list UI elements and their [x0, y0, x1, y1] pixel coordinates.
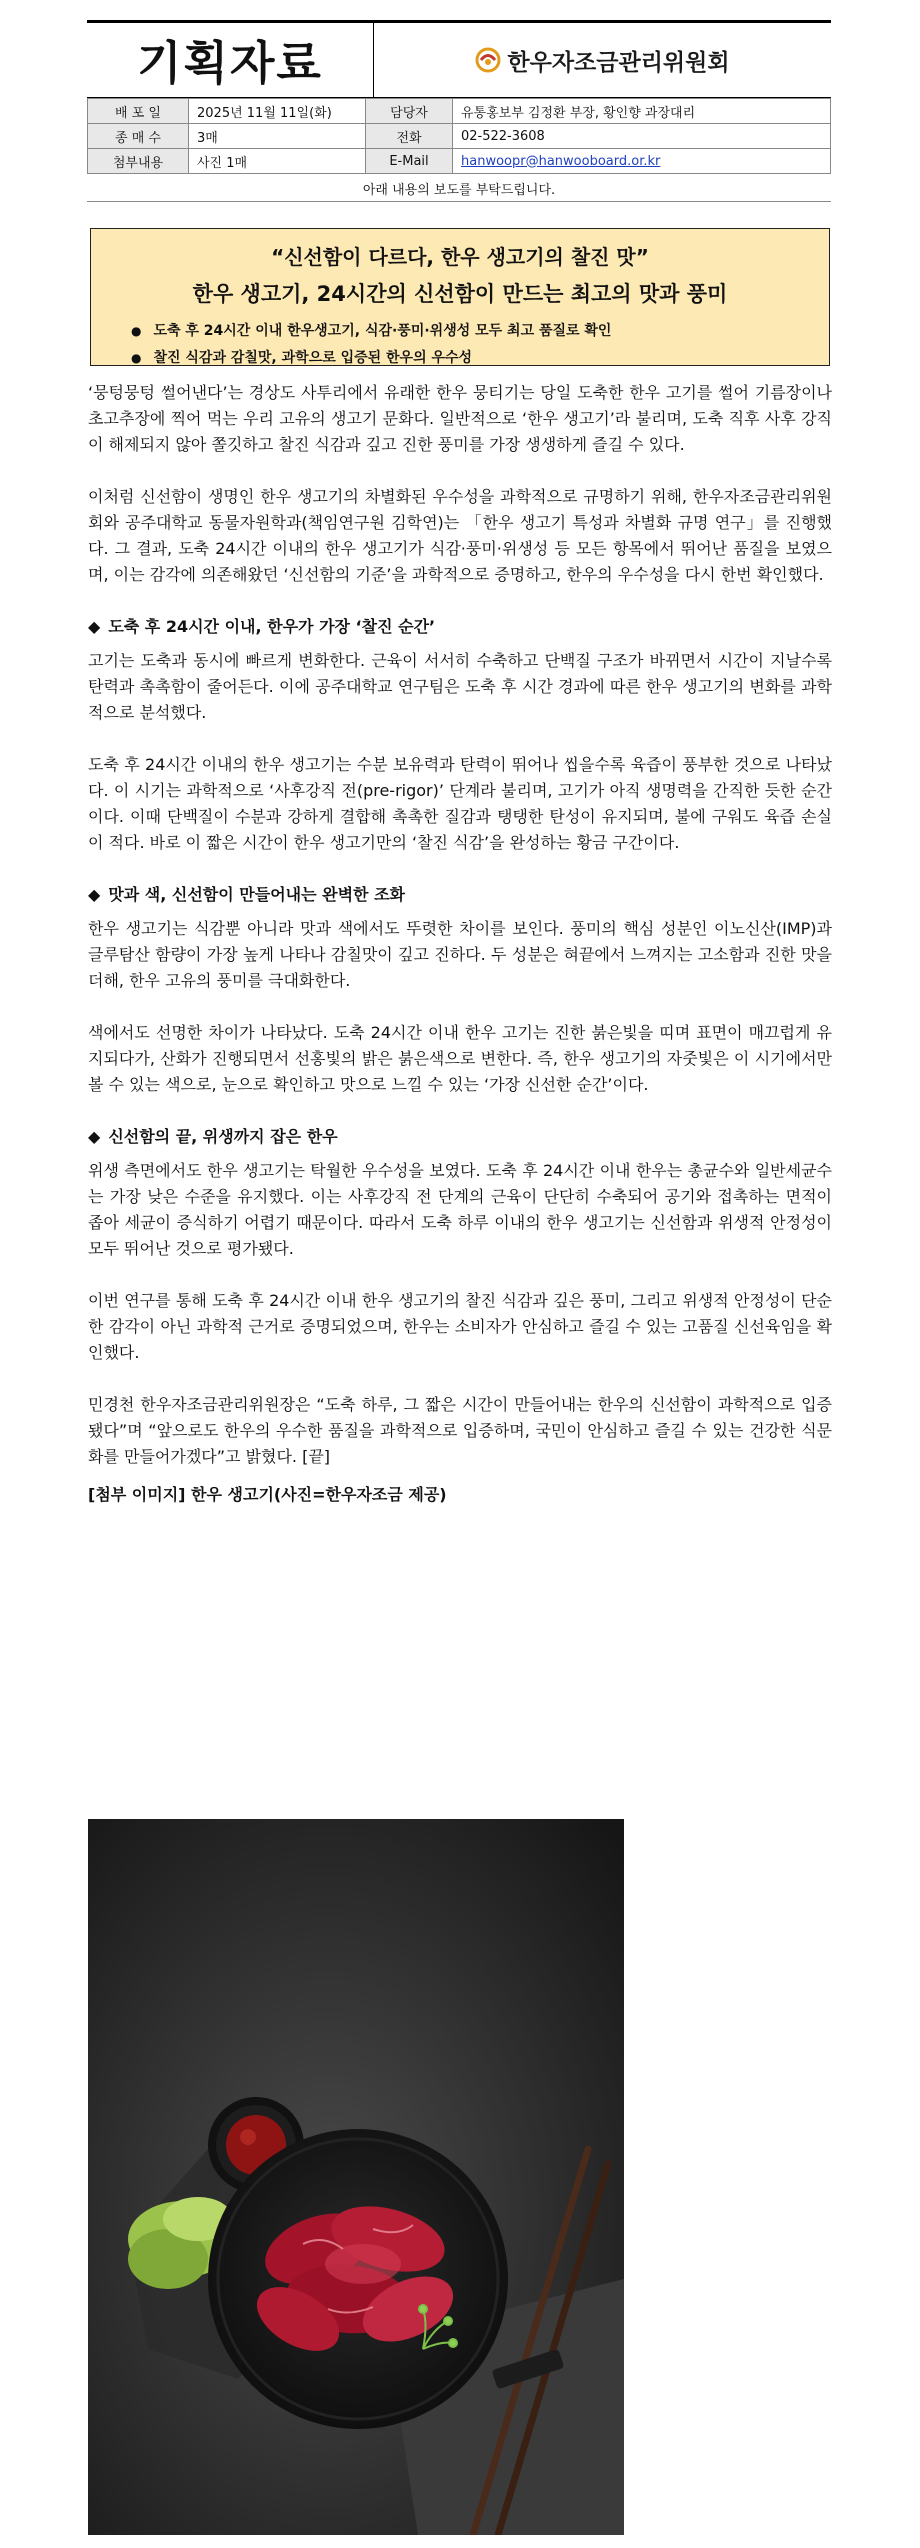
hanwoo-logo-icon: [475, 47, 501, 73]
raw-beef-photo: [88, 1819, 624, 2535]
paragraph: 고기는 도축과 동시에 빠르게 변화한다. 근육이 서서히 수축하고 단백질 구조가 바뀌면서 시간이 지날수록 탄력과 촉촉함이 줄어든다. 이에 공주대학교 연구팀은 도축 후 시간 경과에 따른 한우 생고기의 변화를 과학적으로 분석했다.: [88, 651, 832, 722]
press-release-header: [87, 20, 831, 202]
headline-quote: “신선함이 다르다, 한우 생고기의 찰진 맛”: [271, 245, 649, 269]
headline-bullet: ● 도축 후 24시간 이내 한우생고기, 식감·풍미·위생성 모두 최고 품질로 확인: [131, 320, 829, 340]
label-email: E-Mail: [366, 149, 453, 174]
section-heading: ◆ 신선함의 끝, 위생까지 잡은 한우: [88, 1124, 832, 1150]
value-pages: 3매: [189, 124, 366, 149]
value-contact: 유통홍보부 김정환 부장, 황인향 과장대리: [453, 99, 831, 124]
article-body: [88, 380, 832, 1520]
title-row: [87, 23, 831, 98]
email-link[interactable]: hanwoopr@hanwooboard.or.kr: [461, 153, 661, 169]
org-name: 한우자조금관리위원회: [507, 49, 730, 76]
headline-bullet: ● 찰진 식감과 감칠맛, 과학으로 입증된 한우의 우수성: [131, 347, 829, 367]
image-caption: [첨부 이미지] 한우 생고기(사진=한우자조금 제공): [88, 1485, 447, 1504]
info-row-date: [88, 99, 831, 124]
paragraph: 이번 연구를 통해 도축 후 24시간 이내 한우 생고기의 찰진 식감과 깊은 풍미, 그리고 위생적 안정성이 단순한 감각이 아닌 과학적 근거로 증명되었으며, 한우는 소비자가 안심하고 즐길 수 있는 고품질 신선육임을 확인했다.: [88, 1291, 832, 1362]
info-row-pages: [88, 124, 831, 149]
email-cell: [453, 149, 831, 174]
paragraph: 도축 후 24시간 이내의 한우 생고기는 수분 보유력과 탄력이 뛰어나 씹을수록 육즙이 풍부한 것으로 나타났다. 이 시기는 과학적으로 ‘사후강직 전(pre-rigor)’ 단계라 불리며, 고기가 아직 생명력을 간직한 듯한 순간이다. 이때 단백질이 수분과 강하게 결합해 촉촉한 질감과 탱탱한 탄성이 유지되며, 불에 구워도 육즙 손실이 적다. 바로 이 짧은 시간이 한우 생고기만의 ‘찰진 식감’을 완성하는 황금 구간이다.: [88, 755, 832, 852]
paragraph: 이처럼 신선함이 생명인 한우 생고기의 차별화된 우수성을 과학적으로 규명하기 위해, 한우자조금관리위원회와 공주대학교 동물자원학과(책임연구원 김학연)는 「한우 생고기 특성과 차별화 규명 연구」를 진행했다. 그 결과, 도축 24시간 이내의 한우 생고기가 식감·풍미·위생성 등 모든 항목에서 뛰어난 품질을 보였으며, 이는 감각에 의존해왔던 ‘신선함의 기준’을 과학적으로 증명하고, 한우의 우수성을 다시 한번 확인했다.: [88, 487, 832, 584]
value-attachment: 사진 1매: [189, 149, 366, 174]
info-table: [87, 98, 831, 174]
raw-beef-illustration: [88, 1819, 624, 2535]
headline-main: 한우 생고기, 24시간의 신선함이 만드는 최고의 맛과 풍미: [192, 282, 728, 306]
document-title: 기획자료: [137, 36, 323, 90]
section-heading: ◆ 도축 후 24시간 이내, 한우가 가장 ‘찰진 순간’: [88, 614, 832, 640]
paragraph: 위생 측면에서도 한우 생고기는 탁월한 우수성을 보였다. 도축 후 24시간 이내 한우는 총균수와 일반세균수는 가장 낮은 수준을 유지했다. 이는 사후강직 전 단계의 근육이 단단히 수축되어 공기와 접촉하는 면적이 좁아 세균이 증식하기 어렵기 때문이다. 따라서 도축 하루 이내의 한우 생고기는 신선함과 위생적 안정성이 모두 뛰어난 것으로 평가됐다.: [88, 1161, 832, 1258]
info-row-attachment: [88, 149, 831, 174]
section-heading: ◆ 맛과 색, 신선함이 만들어내는 완벽한 조화: [88, 882, 832, 908]
quote-paragraph: 민경천 한우자조금관리위원장은 “도축 하루, 그 짧은 시간이 만들어내는 한우의 신선함이 과학적으로 입증됐다”며 “앞으로도 한우의 우수한 품질을 과학적으로 입증하며, 국민이 안심하고 즐길 수 있는 건강한 식문화를 만들어가겠다”고 밝혔다. [끝]: [88, 1395, 832, 1466]
value-phone: 02-522-3608: [453, 124, 831, 149]
org-logo: [475, 44, 729, 77]
paragraph: 한우 생고기는 식감뿐 아니라 맛과 색에서도 뚜렷한 차이를 보인다. 풍미의 핵심 성분인 이노신산(IMP)과 글루탐산 함량이 가장 높게 나타나 감칠맛이 깊고 진하다. 두 성분은 혀끝에서 느껴지는 고소함과 진한 맛을 더해, 한우 고유의 풍미를 극대화한다.: [88, 919, 832, 990]
request-note: 아래 내용의 보도를 부탁드립니다.: [87, 174, 831, 202]
label-pages: 종 매 수: [88, 124, 189, 149]
title-cell: [87, 23, 374, 97]
logo-cell: [374, 23, 831, 97]
label-phone: 전화: [366, 124, 453, 149]
label-release-date: 배 포 일: [88, 99, 189, 124]
headline-bullets: [131, 320, 829, 367]
label-attachment: 첨부내용: [88, 149, 189, 174]
value-release-date: 2025년 11월 11일(화): [189, 99, 366, 124]
paragraph: 색에서도 선명한 차이가 나타났다. 도축 24시간 이내 한우 고기는 진한 붉은빛을 띠며 표면이 매끄럽게 유지되다가, 산화가 진행되면서 선홍빛의 밝은 붉은색으로 변한다. 즉, 한우 생고기의 자줏빛은 이 시기에서만 볼 수 있는 색으로, 눈으로 확인하고 맛으로 느낄 수 있는 ‘가장 신선한 순간’이다.: [88, 1023, 832, 1094]
paragraph: ‘뭉텅뭉텅 썰어낸다’는 경상도 사투리에서 유래한 한우 뭉티기는 당일 도축한 한우 고기를 썰어 기름장이나 초고추장에 찍어 먹는 우리 고유의 생고기 문화다. 일반적으로 ‘한우 생고기’라 불리며, 도축 직후 사후 강직이 해제되지 않아 쫄깃하고 찰진 식감과 깊고 진한 풍미를 가장 생생하게 즐길 수 있다.: [88, 383, 832, 454]
headline-box: [90, 228, 830, 366]
label-contact: 담당자: [366, 99, 453, 124]
